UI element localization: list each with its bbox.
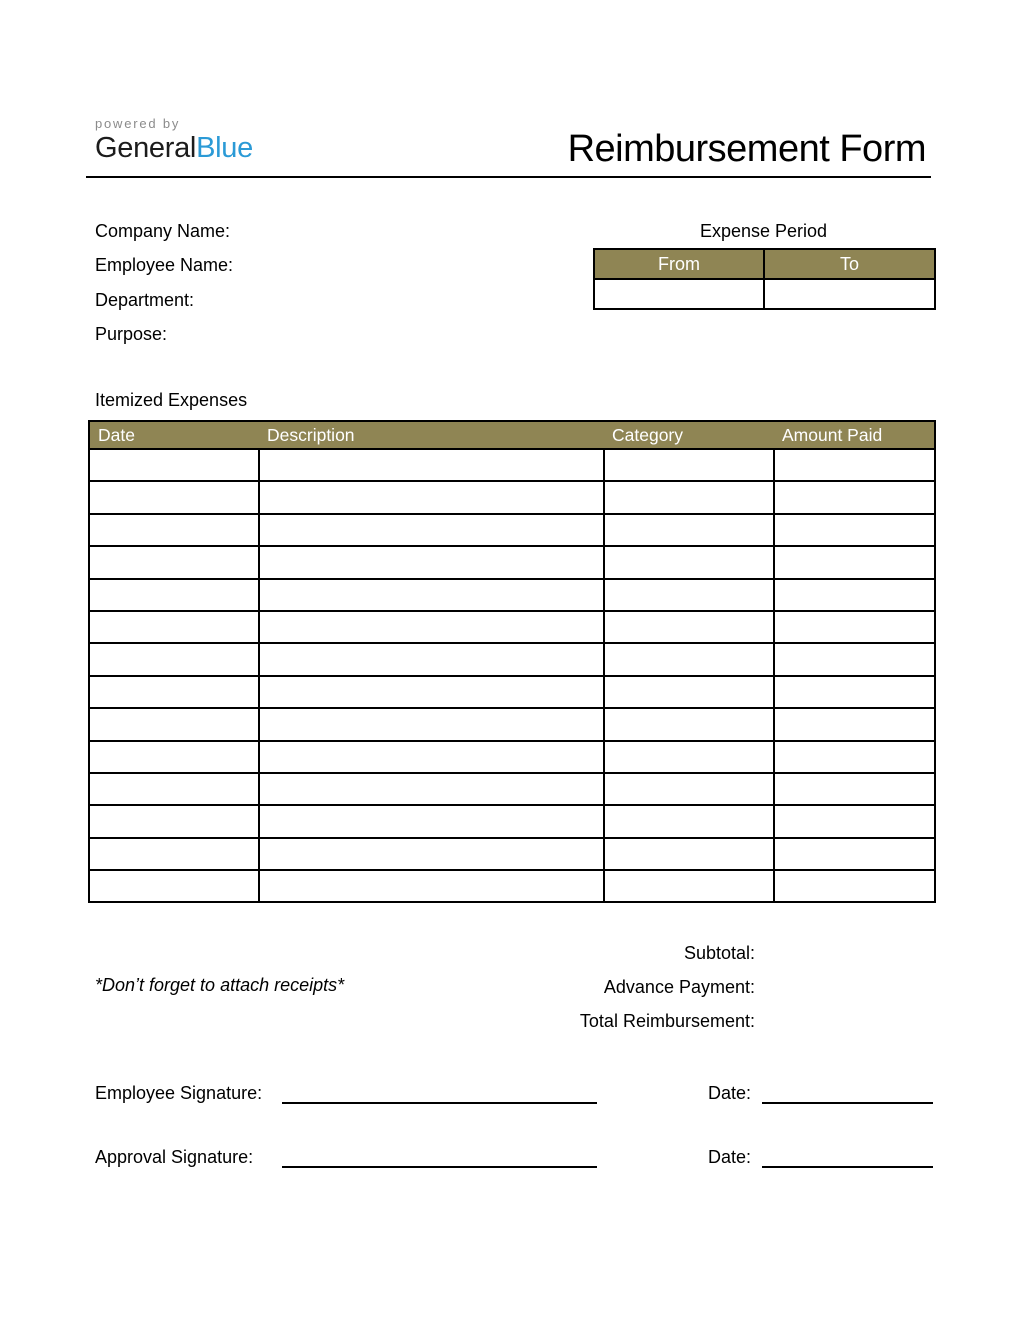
expense-cell[interactable] — [89, 449, 259, 481]
employee-signature-label: Employee Signature: — [95, 1083, 263, 1103]
total-reimbursement-label: Total Reimbursement: — [579, 1010, 755, 1031]
expense-cell[interactable] — [774, 449, 935, 481]
department-label: Department: — [95, 289, 195, 310]
general-blue-logo — [95, 116, 253, 165]
expense-cell[interactable] — [259, 741, 604, 773]
approval-date-line[interactable] — [762, 1166, 933, 1168]
expense-row — [89, 773, 935, 805]
expense-cell[interactable] — [259, 643, 604, 675]
total-reimbursement-value[interactable] — [755, 1004, 934, 1038]
powered-by-text: powered by — [95, 116, 181, 131]
company-name-label: Company Name: — [95, 221, 231, 241]
expense-cell[interactable] — [259, 514, 604, 546]
to-date-cell[interactable] — [764, 279, 935, 309]
expense-cell[interactable] — [259, 546, 604, 578]
advance-payment-value[interactable] — [755, 970, 934, 1004]
expense-cell[interactable] — [89, 708, 259, 740]
expense-table-body — [89, 449, 935, 902]
expense-cell[interactable] — [89, 481, 259, 513]
expense-cell[interactable] — [774, 676, 935, 708]
expense-cell[interactable] — [774, 773, 935, 805]
expense-cell[interactable] — [774, 870, 935, 902]
expense-period-table — [593, 248, 936, 310]
employee-name-label: Employee Name: — [95, 255, 234, 276]
expense-cell[interactable] — [259, 611, 604, 643]
expense-cell[interactable] — [774, 611, 935, 643]
expense-period-title: Expense Period — [699, 221, 828, 241]
expense-cell[interactable] — [774, 481, 935, 513]
expense-cell[interactable] — [774, 805, 935, 837]
expense-cell[interactable] — [604, 546, 774, 578]
total-reimbursement-row — [400, 1004, 934, 1038]
expense-cell[interactable] — [774, 579, 935, 611]
expense-cell[interactable] — [604, 741, 774, 773]
expense-cell[interactable] — [774, 514, 935, 546]
itemized-expenses-table — [88, 420, 936, 903]
expense-period-value-row — [594, 279, 935, 309]
expense-row — [89, 546, 935, 578]
expense-cell[interactable] — [89, 870, 259, 902]
expense-cell[interactable] — [774, 546, 935, 578]
expense-row — [89, 870, 935, 902]
expense-cell[interactable] — [604, 870, 774, 902]
expense-cell[interactable] — [89, 579, 259, 611]
expense-cell[interactable] — [259, 773, 604, 805]
expense-cell[interactable] — [259, 579, 604, 611]
advance-payment-label: Advance Payment: — [603, 976, 755, 997]
attach-receipts-note: *Don’t forget to attach receipts* — [95, 975, 345, 995]
header-divider — [86, 176, 931, 178]
expense-cell[interactable] — [259, 481, 604, 513]
approval-date-label: Date: — [708, 1147, 752, 1167]
expense-cell[interactable] — [259, 676, 604, 708]
expense-cell[interactable] — [774, 643, 935, 675]
expense-cell[interactable] — [604, 579, 774, 611]
expense-cell[interactable] — [774, 838, 935, 870]
expense-cell[interactable] — [604, 773, 774, 805]
expense-row — [89, 611, 935, 643]
expense-cell[interactable] — [604, 708, 774, 740]
expense-cell[interactable] — [259, 708, 604, 740]
employee-signature-line[interactable] — [282, 1102, 597, 1104]
expense-cell[interactable] — [604, 449, 774, 481]
expense-cell[interactable] — [259, 838, 604, 870]
expense-row — [89, 741, 935, 773]
category-column-header: Category — [604, 421, 774, 449]
expense-cell[interactable] — [89, 838, 259, 870]
brand-name — [95, 132, 253, 165]
expense-cell[interactable] — [604, 611, 774, 643]
expense-cell[interactable] — [604, 838, 774, 870]
description-column-header: Description — [259, 421, 604, 449]
expense-row — [89, 579, 935, 611]
subtotal-row — [400, 936, 934, 970]
expense-row — [89, 481, 935, 513]
expense-row — [89, 676, 935, 708]
expense-cell[interactable] — [259, 805, 604, 837]
expense-cell[interactable] — [89, 514, 259, 546]
expense-cell[interactable] — [89, 643, 259, 675]
expense-row — [89, 514, 935, 546]
subtotal-label: Subtotal: — [683, 942, 755, 963]
expense-cell[interactable] — [89, 773, 259, 805]
subtotal-value[interactable] — [755, 936, 934, 970]
expense-row — [89, 805, 935, 837]
approval-signature-label: Approval Signature: — [95, 1147, 254, 1167]
expense-period-header-row — [594, 249, 935, 279]
expense-cell[interactable] — [259, 870, 604, 902]
itemized-header-row — [89, 421, 935, 449]
expense-cell[interactable] — [89, 611, 259, 643]
expense-cell[interactable] — [604, 676, 774, 708]
expense-cell[interactable] — [89, 546, 259, 578]
itemized-expenses-title: Itemized Expenses — [95, 390, 248, 410]
expense-cell[interactable] — [89, 805, 259, 837]
page-title: Reimbursement Form — [567, 128, 926, 170]
info-fields — [95, 214, 233, 352]
expense-cell[interactable] — [89, 676, 259, 708]
expense-cell[interactable] — [89, 741, 259, 773]
expense-row — [89, 643, 935, 675]
totals-section — [400, 936, 934, 1038]
purpose-label: Purpose: — [95, 324, 168, 345]
expense-row — [89, 449, 935, 481]
to-column-header: To — [764, 249, 935, 279]
expense-cell[interactable] — [604, 514, 774, 546]
expense-cell[interactable] — [604, 481, 774, 513]
expense-cell[interactable] — [259, 449, 604, 481]
expense-row — [89, 838, 935, 870]
brand-blue: Blue — [196, 132, 253, 164]
expense-row — [89, 708, 935, 740]
expense-cell[interactable] — [604, 805, 774, 837]
approval-signature-line[interactable] — [282, 1166, 597, 1168]
expense-cell[interactable] — [774, 741, 935, 773]
expense-cell[interactable] — [604, 643, 774, 675]
employee-date-label: Date: — [708, 1083, 752, 1103]
from-date-cell[interactable] — [594, 279, 764, 309]
expense-cell[interactable] — [774, 708, 935, 740]
employee-date-line[interactable] — [762, 1102, 933, 1104]
brand-general: General — [95, 132, 197, 164]
date-column-header: Date — [89, 421, 259, 449]
amount-paid-column-header: Amount Paid — [774, 421, 935, 449]
from-column-header: From — [594, 249, 764, 279]
advance-payment-row — [400, 970, 934, 1004]
